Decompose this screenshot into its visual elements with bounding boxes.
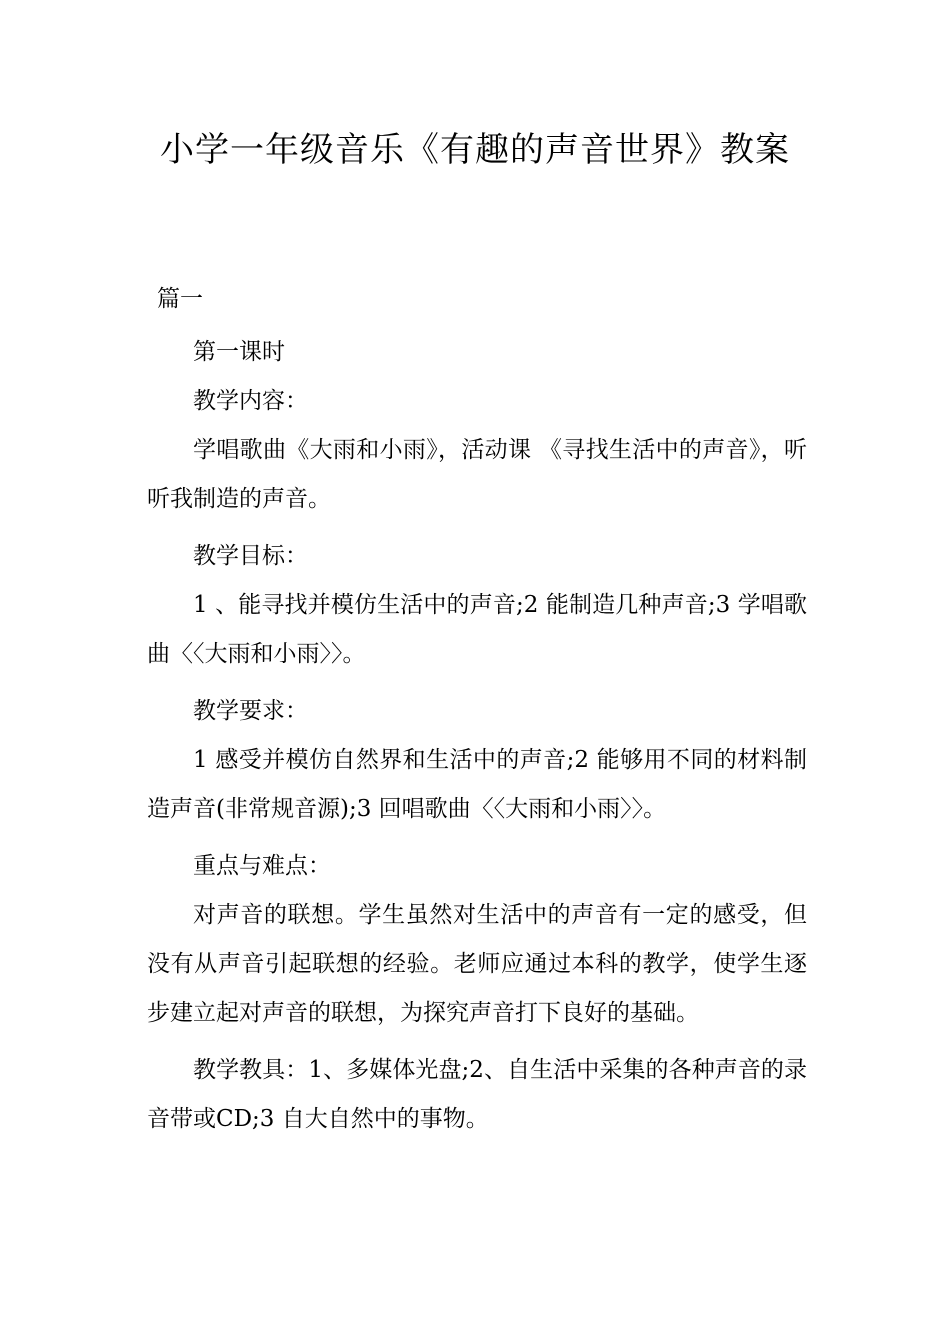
heading-key-difficulties: 重点与难点： [193, 853, 331, 879]
heading-teaching-content: 教学内容： [193, 388, 308, 414]
heading-teaching-goals: 教学目标： [193, 543, 308, 569]
paragraph-teaching-aids: 教学教具：1、多媒体光盘;2、自生活中采集的各种声音的录音带或CD;3 自大自然中的事物。 [147, 1057, 807, 1132]
document-body [147, 328, 807, 1152]
paragraph-lesson-period: 第一课时 [193, 339, 285, 365]
section-label: 篇一 [157, 286, 203, 312]
heading-teaching-requirements: 教学要求： [193, 698, 308, 724]
document-title: 小学一年级音乐《有趣的声音世界》教案 [160, 130, 790, 170]
paragraph-teaching-requirements: 1 感受并模仿自然界和生活中的声音;2 能够用不同的材料制造声音(非常规音源);3 回唱歌曲〈〈大雨和小雨〉〉。 [147, 747, 807, 822]
paragraph-teaching-content: 学唱歌曲《大雨和小雨》，活动课 《寻找生活中的声音》，听听我制造的声音。 [147, 437, 807, 512]
paragraph-teaching-goals: 1 、能寻找并模仿生活中的声音;2 能制造几种声音;3 学唱歌曲〈〈大雨和小雨〉〉。 [147, 592, 807, 667]
paragraph-key-difficulties: 对声音的联想。学生虽然对生活中的声音有一定的感受，但没有从声音引起联想的经验。老师应通过本科的教学，使学生逐步建立起对声音的联想，为探究声音打下良好的基础。 [147, 902, 807, 1026]
